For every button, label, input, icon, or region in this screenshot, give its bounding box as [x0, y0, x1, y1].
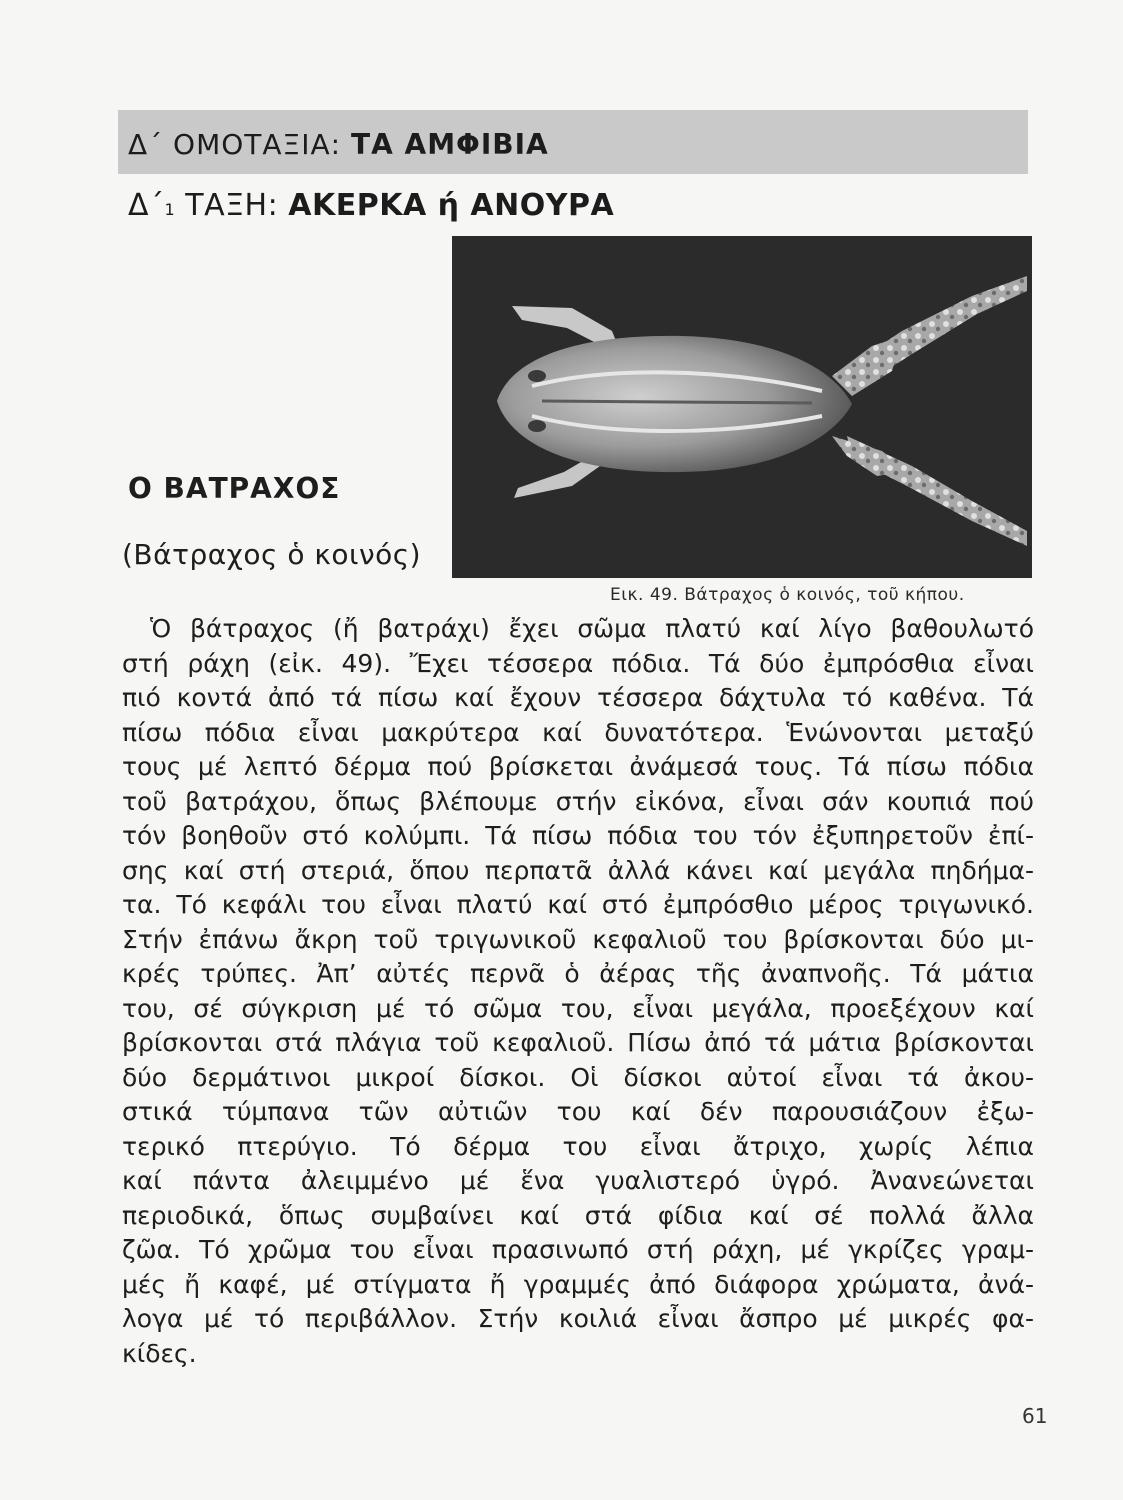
- class-heading-prefix: Δ΄ ΟΜΟΤΑΞΙΑ:: [128, 128, 351, 161]
- order-heading-name: ΑΚΕΡΚΑ ή ΑΝΟΥΡΑ: [288, 188, 615, 223]
- body-line: Ὁ βάτραχος (ἤ βατράχι) ἔχει σῶμα πλατύ καί λίγο βαθουλωτό: [150, 614, 1034, 643]
- body-line: μές ἤ καφέ, μέ στίγματα ἤ γραμμές ἀπό διάφορα χρώματα, ἀνά-: [122, 1269, 1034, 1299]
- body-line: κρές τρύπες. Ἀπ’ αὐτές περνᾶ ὁ ἀέρας τῆς ἀναπνοῆς. Τά μάτια: [122, 959, 1034, 988]
- page-subtitle: (Βάτραχος ὁ κοινός): [122, 538, 422, 571]
- body-line: τόν βοηθοῦν στό κολύμπι. Τά πίσω πόδια του τόν ἐξυπηρετοῦν ἐπί-: [122, 821, 1034, 850]
- body-line: ζῶα. Τό χρῶμα του εἶναι πρασινωπό στή ράχη, μέ γκρίζες γραμ-: [122, 1235, 1034, 1264]
- class-heading-name: ΤΑ ΑΜΦΙΒΙΑ: [351, 128, 549, 161]
- body-line: στή ράχη (εἰκ. 49). Ἔχει τέσσερα πόδια. Τά δύο ἐμπρόσθια εἶναι: [122, 648, 1034, 678]
- body-line: βρίσκονται στά πλάγια τοῦ κεφαλιοῦ. Πίσω ἀπό τά μάτια βρίσκονται: [122, 1028, 1034, 1057]
- frog-photo: [452, 236, 1032, 578]
- body-line: πίσω πόδια εἶναι μακρύτερα καί δυνατότερα. Ἑνώνονται μεταξύ: [122, 717, 1034, 747]
- order-heading-subscript: 1: [164, 200, 176, 219]
- order-heading-prefix: Δ΄: [128, 188, 165, 223]
- body-line: σης καί στή στεριά, ὅπου περπατᾶ ἀλλά κάνει καί μεγάλα πηδήμα-: [122, 855, 1034, 885]
- class-heading: [128, 128, 549, 161]
- body-line: κίδες.: [122, 1338, 197, 1368]
- body-line: στικά τύμπανα τῶν αὐτιῶν του καί δέν παρουσιάζουν ἐξω-: [122, 1097, 1034, 1126]
- figure-caption: Εικ. 49. Βάτραχος ὁ κοινός, τοῦ κήπου.: [610, 585, 965, 605]
- body-line: τα. Τό κεφάλι του εἶναι πλατύ καί στό ἐμπρόσθιο μέρος τριγωνικό.: [122, 890, 1034, 919]
- body-text: [122, 612, 1034, 1371]
- body-line: δύο δερμάτινοι μικροί δίσκοι. Οἱ δίσκοι αὐτοί εἶναι τά ἀκου-: [122, 1062, 1034, 1092]
- body-line: τους μέ λεπτό δέρμα πού βρίσκεται ἀνάμεσά τους. Τά πίσω πόδια: [122, 752, 1034, 781]
- body-line: λογα μέ τό περιβάλλον. Στήν κοιλιά εἶναι ἄσπρο μέ μικρές φα-: [122, 1304, 1034, 1333]
- order-heading: [128, 188, 614, 223]
- body-line: τοῦ βατράχου, ὅπως βλέπουμε στήν εἰκόνα, εἶναι σάν κουπιά πού: [122, 786, 1034, 816]
- body-line: πιό κοντά ἀπό τά πίσω καί ἔχουν τέσσερα δάχτυλα τό καθένα. Τά: [122, 683, 1034, 712]
- page-title: Ο ΒΑΤΡΑΧΟΣ: [128, 472, 341, 505]
- body-line: καί πάντα ἀλειμμένο μέ ἕνα γυαλιστερό ὑγρό. Ἀνανεώνεται: [122, 1166, 1034, 1195]
- page-number: 61: [1022, 1404, 1048, 1428]
- body-line: περιοδικά, ὅπως συμβαίνει καί στά φίδια καί σέ πολλά ἄλλα: [122, 1200, 1034, 1230]
- body-line: τερικό πτερύγιο. Τό δέρμα του εἶναι ἄτριχο, χωρίς λέπια: [122, 1131, 1034, 1161]
- order-heading-label: ΤΑΞΗ:: [175, 188, 289, 223]
- body-line: του, σέ σύγκριση μέ τό σῶμα του, εἶναι μεγάλα, προεξέχουν καί: [122, 993, 1034, 1023]
- body-line: Στήν ἐπάνω ἄκρη τοῦ τριγωνικοῦ κεφαλιοῦ του βρίσκονται δύο μι-: [122, 924, 1034, 954]
